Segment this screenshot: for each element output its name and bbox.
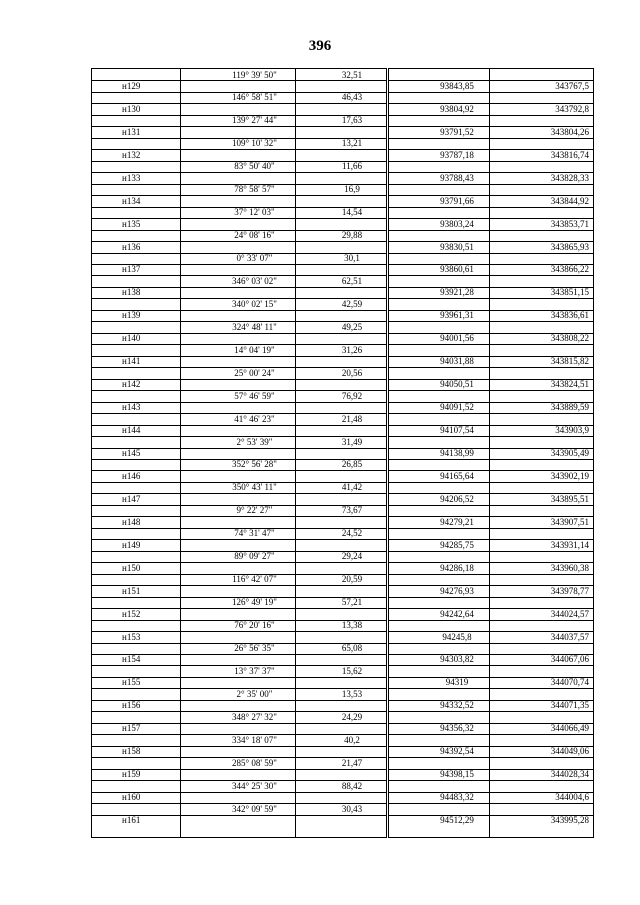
point-name: н140 [122,333,141,344]
direction-angle: 14° 04' 19" [234,344,275,355]
coordinate-x: 94356,32 [440,723,474,734]
row-divider [389,298,593,299]
point-name: н136 [122,241,141,252]
coordinate-y: 343978,77 [550,585,589,596]
direction-angle: 0° 33' 07" [236,253,273,264]
coordinate-x: 94279,21 [440,516,474,527]
row-divider [389,413,593,414]
point-name: н130 [122,103,141,114]
segment-length: 26,85 [341,459,363,470]
row-divider [389,597,593,598]
segment-length: 31,49 [341,436,363,447]
segment-length: 13,21 [341,138,363,149]
coordinate-y: 343853,71 [550,218,589,229]
segment-length: 76,92 [341,390,363,401]
segment-length: 24,52 [341,528,363,539]
coordinate-x: 94398,15 [440,769,474,780]
segment-length: 88,42 [341,780,363,791]
coordinate-x: 93921,28 [440,287,474,298]
point-name: н154 [122,654,141,665]
direction-angle: 346° 03' 02" [232,275,277,286]
coordinate-y: 344004,6 [555,792,589,803]
point-name: н146 [122,470,141,481]
coordinate-y: 343844,92 [550,195,589,206]
point-name: н129 [122,80,141,91]
direction-angle: 13° 37' 37" [234,665,275,676]
direction-angle: 116° 42' 07" [232,574,277,585]
coordinate-y: 343816,74 [550,149,589,160]
direction-angle: 57° 46' 59" [234,390,275,401]
direction-angle: 26° 56' 35" [234,643,275,653]
direction-angle: 139° 27' 44" [232,115,277,126]
coordinate-y: 343960,38 [550,562,589,573]
point-name: н132 [122,149,141,160]
segment-length: 30,43 [341,803,363,814]
direction-angle: 352° 56' 28" [232,459,277,470]
direction-angle: 350° 43' 11" [232,482,277,493]
row-divider [389,780,593,781]
point-name: н157 [122,723,141,734]
point-name: н148 [122,516,141,527]
page-number: 396 [308,38,332,54]
segment-length: 46,43 [341,92,363,103]
coordinate-x: 94276,93 [440,585,474,596]
coordinate-y: 343851,15 [550,287,589,298]
segment-length: 57,21 [341,597,363,608]
point-name: н137 [122,264,141,275]
segment-length: 15,62 [341,665,363,676]
coordinate-x: 94206,52 [440,493,474,504]
coordinate-x: 93830,51 [440,241,474,252]
coordinate-x: 93860,61 [440,264,474,275]
segment-length: 73,67 [341,505,363,516]
segment-length: 62,51 [341,275,363,286]
direction-angle: 146° 58' 51" [232,92,277,103]
direction-angle: 78° 58' 57" [234,184,275,195]
direction-angle: 9° 22' 27" [236,505,273,516]
point-name: н141 [122,356,141,367]
segment-length: 11,66 [342,161,362,172]
row-divider [389,505,593,506]
point-name: н155 [122,677,141,688]
coordinate-y: 344071,35 [550,700,589,711]
row-divider [389,711,593,712]
segment-length: 21,47 [341,757,363,768]
row-divider [389,275,593,276]
row-divider [389,757,593,758]
row-divider [389,161,593,162]
segments-table [91,68,387,838]
point-name: н152 [122,608,141,619]
direction-angle: 324° 48' 11" [232,321,277,332]
coordinate-x: 93788,43 [440,172,474,183]
row-divider [389,367,593,368]
segment-length: 40,2 [344,734,360,745]
coordinates-table [388,68,594,838]
segment-length: 30,1 [344,253,360,264]
point-name: н161 [122,815,141,826]
segment-length: 13,53 [341,688,363,699]
direction-angle: 83° 50' 40" [234,161,275,172]
coordinate-x: 94483,32 [440,792,474,803]
segment-length: 21,48 [341,413,363,424]
direction-angle: 76° 20' 16" [234,620,275,631]
segment-length: 20,56 [341,367,363,378]
coordinate-x: 94285,75 [440,539,474,550]
coordinate-y: 343828,33 [550,172,589,183]
segment-length: 20,59 [341,574,363,585]
point-name: н144 [122,425,141,436]
coordinate-x: 94138,99 [440,448,474,458]
coordinate-y: 343866,22 [550,264,589,275]
coordinate-y: 343889,59 [550,402,589,413]
row-divider [389,207,593,208]
coordinate-y: 343931,14 [550,539,589,550]
coordinate-x: 94245,8 [442,631,472,642]
coordinate-y: 344049,06 [550,746,589,757]
row-divider [389,459,593,460]
coordinate-x: 94319 [445,677,469,688]
row-divider [389,734,593,735]
segment-length: 42,59 [341,298,363,309]
coordinate-y: 344024,57 [550,608,589,619]
point-name: н149 [122,539,141,550]
direction-angle: 74° 31' 47" [234,528,275,539]
direction-angle: 119° 39' 50" [232,69,277,80]
direction-angle: 89° 09' 27" [234,551,275,562]
point-name: н151 [122,585,141,596]
row-divider [389,620,593,621]
direction-angle: 25° 00' 24" [234,367,275,378]
point-name: н143 [122,402,141,413]
segment-length: 31,26 [341,344,363,355]
coordinate-y: 343815,82 [550,356,589,367]
direction-angle: 41° 46' 23" [234,413,275,424]
row-divider [389,92,593,93]
coordinate-x: 93791,66 [440,195,474,206]
coordinate-y: 343767,5 [555,80,589,91]
coordinate-x: 93961,31 [440,310,474,321]
row-divider [389,184,593,185]
point-name: н150 [122,562,141,573]
point-name: н135 [122,218,141,229]
coordinate-x: 94332,52 [440,700,474,711]
row-divider [389,665,593,666]
direction-angle: 126° 49' 19" [232,597,277,608]
coordinate-x: 93791,52 [440,126,474,137]
coordinate-y: 344066,49 [550,723,589,734]
point-name: н153 [122,631,141,642]
direction-angle: 344° 25' 30" [232,780,277,791]
coordinate-x: 94303,82 [440,654,474,665]
segment-length: 29,24 [341,551,363,562]
coordinate-y: 343902,19 [550,470,589,481]
point-name: н142 [122,379,141,390]
point-name: н133 [122,172,141,183]
coordinate-y: 343836,61 [550,310,589,321]
segment-length: 65,08 [341,643,363,653]
segment-length: 32,51 [341,69,363,80]
coordinate-y: 343995,28 [550,815,589,826]
coordinate-x: 94286,18 [440,562,474,573]
coordinate-y: 343903,9 [555,425,589,436]
direction-angle: 2° 35' 00" [236,688,273,699]
segment-length: 24,29 [341,711,363,722]
row-divider [389,436,593,437]
row-divider [389,482,593,483]
direction-angle: 37° 12' 03" [234,207,275,218]
coordinate-y: 344028,34 [550,769,589,780]
coordinate-y: 343905,49 [550,448,589,458]
direction-angle: 334° 18' 07" [232,734,277,745]
coordinate-y: 343804,26 [550,126,589,137]
coordinate-x: 94107,54 [440,425,474,436]
row-divider [389,253,593,254]
coordinate-x: 94001,56 [440,333,474,344]
row-divider [389,230,593,231]
coordinate-x: 93804,92 [440,103,474,114]
coordinate-x: 93803,24 [440,218,474,229]
direction-angle: 340° 02' 15" [232,298,277,309]
row-divider [389,803,593,804]
coordinate-x: 94512,29 [440,815,474,826]
coordinate-x: 94392,54 [440,746,474,757]
coordinate-x: 93843,85 [440,80,474,91]
segment-length: 13,38 [341,620,363,631]
row-divider [389,390,593,391]
point-name: н131 [122,126,141,137]
point-name: н156 [122,700,141,711]
direction-angle: 342° 09' 59" [232,803,277,814]
direction-angle: 109° 10' 32" [232,138,277,149]
point-name: н139 [122,310,141,321]
direction-angle: 348° 27' 32" [232,711,277,722]
coordinate-x: 94091,52 [440,402,474,413]
direction-angle: 285° 08' 59" [232,757,277,768]
coordinate-x: 94031,88 [440,356,474,367]
coordinate-x: 94165,64 [440,470,474,481]
coordinate-y: 343907,51 [550,516,589,527]
segment-length: 17,63 [341,115,363,126]
coordinate-y: 343865,93 [550,241,589,252]
segment-length: 49,25 [341,321,363,332]
row-divider [389,643,593,644]
coordinate-y: 344037,57 [550,631,589,642]
point-name: н138 [122,287,141,298]
row-divider [389,115,593,116]
point-name: н147 [122,493,141,504]
segment-length: 16,9 [344,184,360,195]
point-name: н158 [122,746,141,757]
coordinate-x: 93787,18 [440,149,474,160]
point-name: н160 [122,792,141,803]
coordinate-x: 94242,64 [440,608,474,619]
row-divider [389,551,593,552]
row-divider [389,344,593,345]
row-divider [389,138,593,139]
point-name: н145 [122,448,141,458]
coordinate-x: 94050,51 [440,379,474,390]
coordinate-y: 343808,22 [550,333,589,344]
coordinate-y: 344070,74 [550,677,589,688]
segment-length: 41,42 [341,482,363,493]
direction-angle: 24° 08' 16" [234,230,275,241]
row-divider [389,574,593,575]
point-name: н159 [122,769,141,780]
coordinate-y: 343824,51 [550,379,589,390]
direction-angle: 2° 53' 39" [236,436,273,447]
coordinate-y: 344067,06 [550,654,589,665]
coordinate-y: 343895,51 [550,493,589,504]
coordinate-y: 343792,8 [555,103,589,114]
row-divider [389,321,593,322]
row-divider [389,528,593,529]
segment-length: 29,88 [341,230,363,241]
segment-length: 14,54 [341,207,363,218]
point-name: н134 [122,195,141,206]
row-divider [389,688,593,689]
